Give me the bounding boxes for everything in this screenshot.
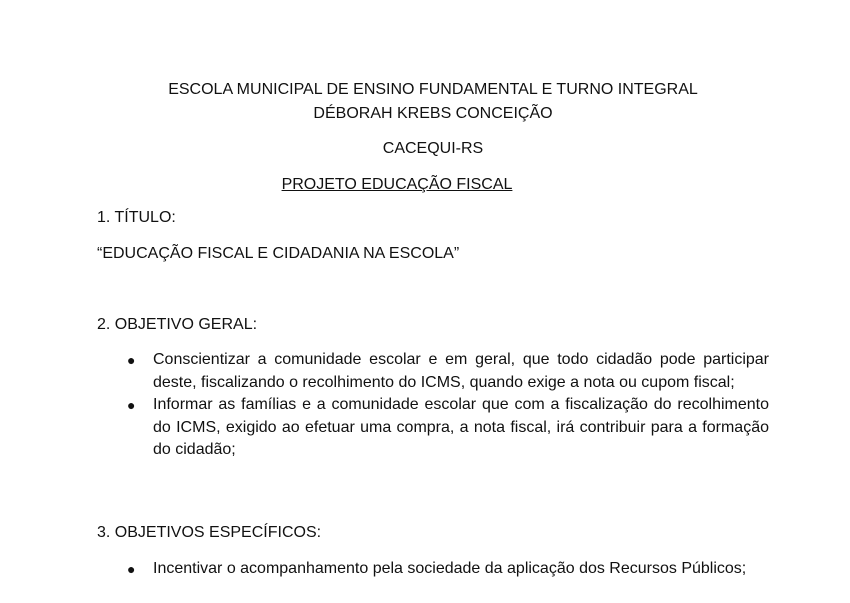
specific-objectives-list	[124, 558, 769, 581]
list-item	[124, 349, 769, 394]
school-name-line1: ESCOLA MUNICIPAL DE ENSINO FUNDAMENTAL E TURNO INTEGRAL	[168, 81, 698, 98]
project-title: PROJETO EDUCAÇÃO FISCAL	[281, 176, 513, 193]
bullet-icon: ●	[127, 397, 136, 413]
list-item	[124, 558, 769, 581]
list-item-text: Incentivar o acompanhamento pela sociedade da aplicação dos Recursos Públicos;	[153, 560, 747, 577]
general-objective-heading: 2. OBJETIVO GERAL:	[97, 316, 258, 333]
list-item-text: Conscientizar a comunidade escolar e em geral, que todo cidadão pode participar deste, fiscalizando o recolhimento do ICMS, quando exige a nota ou cupom fiscal;	[153, 351, 769, 391]
project-name: “EDUCAÇÃO FISCAL E CIDADANIA NA ESCOLA”	[97, 245, 460, 262]
list-item-text: Informar as famílias e a comunidade escolar que com a fiscalização do recolhimento do ICMS, exigido ao efetuar uma compra, a nota fiscal, irá contribuir para a formação do cidadão;	[153, 396, 769, 458]
general-objective-list	[124, 349, 769, 462]
city-line: CACEQUI-RS	[382, 140, 484, 157]
bullet-icon: ●	[127, 352, 136, 368]
section-title-heading: 1. TÍTULO:	[97, 209, 176, 226]
specific-objectives-heading: 3. OBJETIVOS ESPECÍFICOS:	[97, 524, 322, 541]
bullet-icon: ●	[127, 561, 136, 577]
list-item	[124, 394, 769, 462]
school-name-line2: DÉBORAH KREBS CONCEIÇÃO	[313, 105, 553, 122]
